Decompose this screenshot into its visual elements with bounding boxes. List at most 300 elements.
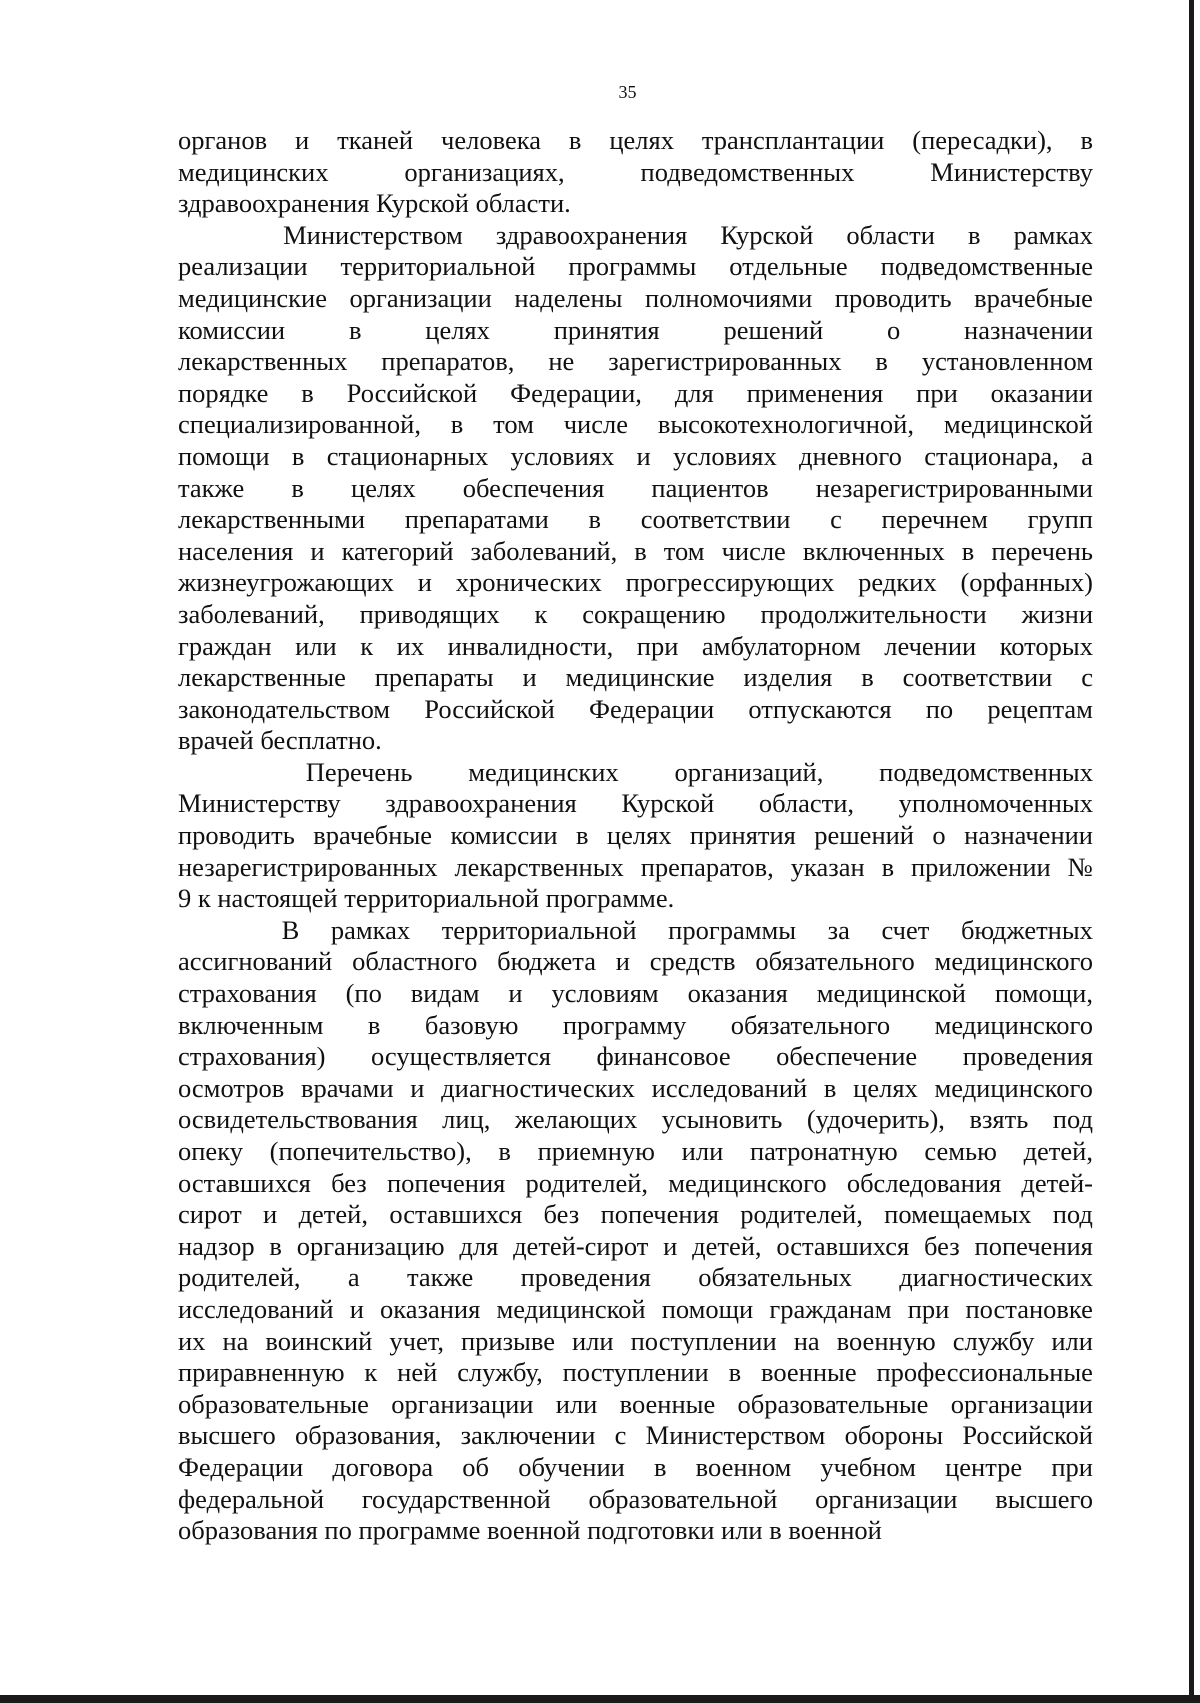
paragraph (178, 915, 1093, 1547)
word: без (543, 1199, 580, 1230)
word: медицинского (668, 1167, 827, 1198)
word: незарегистрированных (178, 851, 438, 882)
word: без (924, 1230, 960, 1261)
word: образовательные (737, 1388, 929, 1419)
word: или (1051, 1325, 1093, 1356)
word: медицинской (496, 1293, 646, 1324)
word: и (615, 946, 630, 977)
word: осуществляется (371, 1041, 551, 1072)
text-line (178, 1452, 1093, 1484)
word: (попечительство), (269, 1136, 472, 1166)
scan-border-bottom (0, 1695, 1200, 1703)
word: семью (924, 1136, 997, 1166)
text-line (178, 1420, 1093, 1452)
word: детей-сирот (513, 1230, 649, 1261)
text-line (178, 820, 1093, 852)
text-line (178, 725, 1093, 757)
word: ней (397, 1357, 438, 1388)
word: перечнем (881, 504, 988, 535)
word: уполномоченных (898, 788, 1093, 819)
word: военные (760, 1357, 857, 1388)
word: указан (790, 851, 865, 882)
word: в (348, 314, 362, 345)
paragraph-indent (178, 915, 250, 947)
word: организации (815, 1483, 958, 1514)
word: помощи (178, 440, 270, 471)
word: желающих (514, 1104, 638, 1135)
word: организацию (296, 1230, 445, 1261)
word: службу, (457, 1357, 543, 1388)
text-line (178, 1326, 1093, 1358)
word: при (636, 630, 679, 661)
text-line (178, 1104, 1093, 1136)
word: незарегистрированными (815, 472, 1093, 503)
word: под (1052, 1104, 1093, 1135)
word: в (728, 1357, 742, 1388)
word: подведомственные (880, 251, 1093, 282)
word: подведомственных (640, 156, 855, 187)
word: приравненную (178, 1357, 345, 1388)
word: врачебные (313, 820, 433, 851)
word: стационара, (924, 440, 1059, 471)
word: в (1080, 125, 1093, 155)
word: счет (881, 914, 930, 945)
word: и (410, 1072, 425, 1103)
word: в (634, 535, 647, 566)
word: также (178, 472, 245, 503)
word: организациях, (404, 156, 565, 187)
text-line (178, 1010, 1093, 1042)
word: (по (345, 978, 382, 1009)
word: под (1052, 1199, 1093, 1230)
word: изделия (743, 662, 833, 693)
word: инвалидности, (447, 630, 614, 661)
word: Министерством (283, 219, 463, 250)
word: а (347, 1262, 360, 1293)
word: в (367, 1009, 381, 1040)
word: поступлении (562, 1357, 709, 1388)
word: попечения (600, 1199, 719, 1230)
text-line (178, 504, 1093, 536)
word: профессиональные (876, 1357, 1093, 1388)
paragraph (178, 220, 1093, 757)
word: с (830, 504, 842, 535)
word: области, (758, 788, 855, 819)
word: бюджетных (960, 914, 1093, 945)
word: обязательных (698, 1262, 852, 1293)
word: оставшихся (389, 1199, 523, 1230)
word: установленном (921, 346, 1093, 377)
word: лекарственные (178, 662, 346, 693)
word: центре (945, 1451, 1023, 1482)
word: органов (178, 125, 268, 155)
word: решений (814, 820, 914, 851)
word: решений (723, 314, 824, 345)
word: исследований (651, 1072, 808, 1103)
word: и (508, 978, 523, 1009)
word: заболеваний, (470, 535, 618, 566)
word: диагностических (899, 1262, 1093, 1293)
word: учет, (389, 1325, 444, 1356)
word: медицинского (934, 1072, 1093, 1103)
word: трансплантации (701, 125, 885, 155)
word: программе. (545, 883, 675, 914)
word: в (575, 820, 589, 851)
text-line (178, 599, 1093, 631)
word: зарегистрированных (608, 346, 842, 377)
text-line (178, 852, 1093, 884)
word: приложении (911, 851, 1051, 882)
word: Курской (621, 788, 715, 819)
word: призыве (460, 1325, 555, 1356)
word: Российской (424, 693, 555, 724)
word: гражданам (769, 1293, 892, 1324)
word: к (360, 630, 374, 661)
word: высшего (178, 1420, 276, 1451)
word: обороны (844, 1420, 944, 1451)
word: амбулаторном (701, 630, 861, 661)
word: или (555, 1388, 598, 1419)
word: в (653, 1451, 667, 1482)
text-line (178, 441, 1093, 473)
word: медицинских (178, 156, 329, 187)
word: для (674, 377, 714, 408)
word: на (793, 1325, 820, 1356)
word: комиссии (450, 820, 558, 851)
word: целях (853, 1072, 918, 1103)
text-line (178, 883, 1093, 915)
word: препаратов, (381, 346, 515, 377)
word: лекарственных (454, 851, 624, 882)
word: групп (1027, 504, 1093, 535)
word: медицинского (934, 946, 1093, 977)
word: стационарных (326, 440, 489, 471)
word: Курской (376, 188, 476, 219)
word: в (291, 440, 305, 471)
word: № (1067, 851, 1093, 882)
text-line (178, 631, 1093, 663)
word: 9 (178, 883, 198, 914)
word: и (263, 1199, 278, 1230)
text-line (178, 409, 1093, 441)
word: к (197, 883, 218, 914)
word: принятия (689, 820, 796, 851)
word: образовательные (178, 1388, 369, 1419)
word: военные (619, 1388, 716, 1419)
word: и (349, 1293, 364, 1324)
word: и (310, 535, 325, 566)
word: обучении (518, 1451, 625, 1482)
word: которых (999, 630, 1093, 661)
word: подведомственных (879, 756, 1093, 787)
word: страхования) (178, 1041, 326, 1072)
word: условиях (673, 440, 777, 471)
text-line (178, 1294, 1093, 1326)
text-line (178, 1168, 1093, 1200)
word: государственной (361, 1483, 551, 1514)
word: родителей, (525, 1167, 649, 1198)
word: Федерации (178, 1451, 304, 1482)
word: договора (332, 1451, 434, 1482)
word: их (178, 1325, 206, 1356)
word: обязательного (730, 1009, 891, 1040)
word: заключении (460, 1420, 596, 1451)
word: медицинские (565, 662, 715, 693)
word: средств (649, 946, 736, 977)
text-line (178, 251, 1093, 283)
word: организации (349, 282, 492, 313)
word: или (295, 630, 337, 661)
paragraph-indent (178, 220, 250, 252)
word: включенных (802, 535, 945, 566)
word: в (301, 377, 314, 408)
word: отдельные (729, 251, 848, 282)
word: в (769, 1515, 789, 1546)
scan-border-right (1189, 0, 1194, 1703)
word: обследования (846, 1167, 1002, 1198)
text-line (178, 1199, 1093, 1231)
word: по (925, 693, 954, 724)
word: при (916, 377, 958, 408)
word: о (886, 314, 901, 345)
text-line (178, 473, 1093, 505)
text-line (178, 346, 1093, 378)
word: медицинской (816, 978, 966, 1009)
word: поступлении (630, 1325, 777, 1356)
word: видам (410, 978, 480, 1009)
text-line (178, 536, 1093, 568)
word: воинский (265, 1325, 373, 1356)
word: обязательного (755, 946, 915, 977)
word: территориальной (344, 883, 546, 914)
word: высокотехнологичной, (657, 409, 914, 440)
word: обеспечение (776, 1041, 918, 1072)
word: перечень (991, 535, 1093, 566)
text-line (178, 946, 1093, 978)
word: оказания (687, 978, 788, 1009)
word: детей, (298, 1199, 368, 1230)
word: в (291, 472, 304, 503)
word: рамках (330, 914, 411, 945)
word: исследований (178, 1293, 334, 1324)
word: бесплатно. (260, 725, 382, 756)
word: на (222, 1325, 249, 1356)
word: законодательством (178, 693, 391, 724)
word: препараты (374, 662, 494, 693)
word: областного (352, 946, 478, 977)
word: осмотров (178, 1072, 285, 1103)
document-body (178, 125, 1093, 1547)
word: также (407, 1262, 474, 1293)
word: принятия (553, 314, 660, 345)
word: граждан (178, 630, 272, 661)
word: настоящей (217, 883, 345, 914)
word: военной (788, 1515, 882, 1546)
word: без (331, 1167, 367, 1198)
word: комиссии (178, 314, 286, 345)
word: (пересадки), (912, 125, 1053, 155)
word: тканей (337, 125, 414, 155)
word: в (861, 662, 874, 693)
word: и (636, 440, 651, 471)
text-line (178, 1041, 1093, 1073)
word: заболеваний, (178, 598, 325, 629)
word: территориальной (340, 251, 536, 282)
word: оставшихся (178, 1167, 311, 1198)
word: по (324, 1515, 359, 1546)
word: программы (668, 914, 797, 945)
word: детей, (1023, 1136, 1093, 1166)
word: продолжительности (760, 598, 987, 629)
word: врачей (178, 725, 261, 756)
word: В (281, 914, 300, 945)
text-line (178, 1136, 1093, 1168)
text-line (178, 662, 1093, 694)
word: области. (475, 188, 571, 219)
word: хронических (455, 567, 602, 598)
word: Российской (346, 377, 478, 408)
word: территориальной (441, 914, 637, 945)
word: за (827, 914, 850, 945)
word: финансовое (596, 1041, 731, 1072)
word: военном (695, 1451, 792, 1482)
word: образовательной (588, 1483, 778, 1514)
word: врачебные (974, 282, 1093, 313)
word: организаций, (674, 756, 824, 787)
word: Федерации, (510, 377, 642, 408)
word: военную (836, 1325, 936, 1356)
text-line (178, 1262, 1093, 1294)
word: том (493, 409, 534, 440)
word: патронатную (749, 1136, 898, 1166)
word: отпускаются (748, 693, 892, 724)
word: с (1081, 662, 1093, 693)
word: числе (721, 535, 786, 566)
word: организации (950, 1388, 1093, 1419)
word: соответствии (640, 504, 791, 535)
word: к (534, 598, 548, 629)
word: Курской (720, 219, 814, 250)
page-number: 35 (618, 82, 637, 102)
word: лекарственными (178, 504, 366, 535)
text-line (178, 567, 1093, 599)
word: оставшихся (776, 1230, 910, 1261)
word: военной (486, 1515, 588, 1546)
word: Перечень (305, 756, 413, 787)
word: приемную (537, 1136, 655, 1166)
word: в (968, 219, 981, 250)
word: помощи, (994, 978, 1093, 1009)
word: о (932, 820, 946, 851)
word: Министерству (930, 156, 1093, 187)
word: проводить (834, 282, 952, 313)
text-line (178, 757, 1093, 789)
word: опеку (178, 1136, 243, 1166)
word: здравоохранения (385, 788, 577, 819)
word: базовую (424, 1009, 519, 1040)
word: здравоохранения (178, 188, 377, 219)
word: в (823, 1072, 837, 1103)
word: помощи (661, 1293, 754, 1324)
word: препаратов, (640, 851, 774, 882)
word: рамках (1013, 219, 1093, 250)
word: при (1051, 1451, 1093, 1482)
text-line (178, 283, 1093, 315)
word: с (614, 1420, 627, 1451)
word: а (1081, 440, 1093, 471)
word: лекарственных (178, 346, 348, 377)
text-line (178, 188, 1093, 220)
word: образования, (294, 1420, 442, 1451)
word: применения (746, 377, 884, 408)
word: дневного (799, 440, 902, 471)
word: проведения (962, 1041, 1093, 1072)
paragraph (178, 125, 1093, 220)
word: здравоохранения (495, 219, 688, 250)
word: рецептам (987, 693, 1093, 724)
word: условиях (510, 440, 615, 471)
word: Федерации (589, 693, 715, 724)
word: населения (178, 535, 294, 566)
text-line (178, 378, 1093, 410)
word: прогрессирующих (625, 567, 835, 598)
word: в (881, 851, 895, 882)
word: при (907, 1293, 950, 1324)
word: Министерству (178, 788, 341, 819)
word: программы (568, 251, 697, 282)
word: специализированной, (178, 409, 421, 440)
word: назначении (964, 314, 1093, 345)
word: в (961, 535, 975, 566)
word: помещаемых (884, 1199, 1032, 1230)
word: (удочерить), (806, 1104, 945, 1135)
word: и (663, 1230, 678, 1261)
word: целях (351, 472, 416, 503)
word: в (269, 1230, 282, 1261)
word: целях (606, 820, 672, 851)
word: страхования (178, 978, 317, 1009)
word: врачами (301, 1072, 394, 1103)
word: в (498, 1136, 511, 1166)
word: лечении (884, 630, 977, 661)
word: организации (391, 1388, 534, 1419)
word: в (875, 346, 888, 377)
word: бюджета (497, 946, 596, 977)
word: взять (969, 1104, 1029, 1135)
word: федеральной (178, 1483, 324, 1514)
word: назначении (964, 820, 1093, 851)
text-line (178, 220, 1093, 252)
word: том (663, 535, 705, 566)
word: попечения (386, 1167, 506, 1198)
word: родителей, (740, 1199, 863, 1230)
word: подготовки (587, 1515, 722, 1546)
word: в (568, 125, 582, 155)
word: службу (952, 1325, 1035, 1356)
word: приводящих (359, 598, 500, 629)
word: реализации (178, 251, 308, 282)
word: Министерством (645, 1420, 826, 1451)
text-line (178, 1389, 1093, 1421)
word: медицинской (943, 409, 1093, 440)
word: освидетельствования (178, 1104, 418, 1135)
word: целях (425, 314, 490, 345)
word: в (450, 409, 464, 440)
word: соответствии (902, 662, 1053, 693)
text-line (178, 1515, 1093, 1547)
word: постановке (965, 1293, 1093, 1324)
word: категорий (341, 535, 454, 566)
